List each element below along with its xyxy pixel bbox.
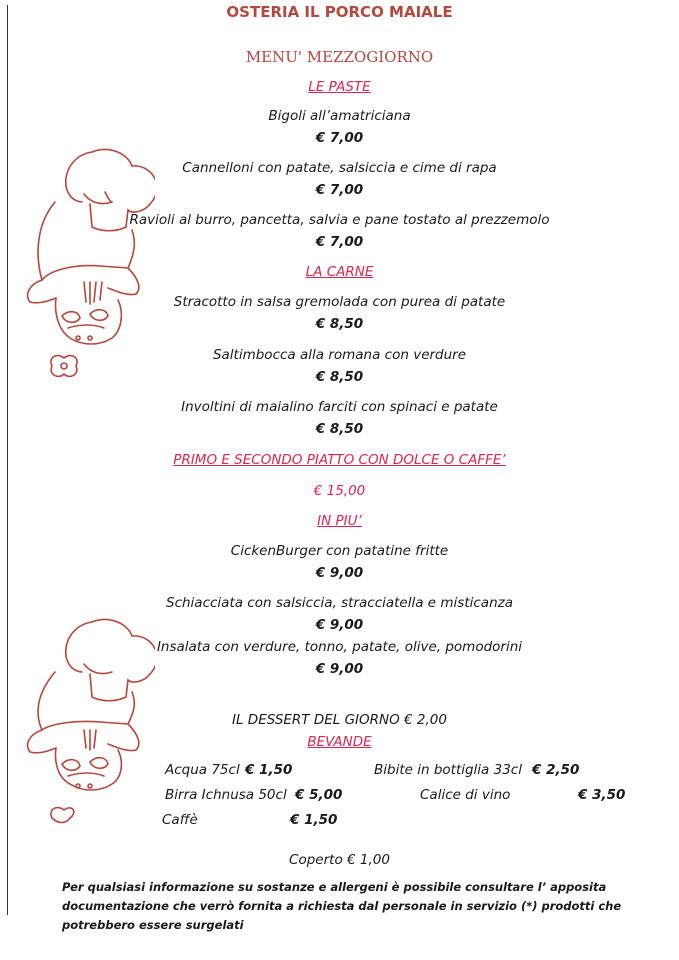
menu-item-name: Schiacciata con salsiccia, stracciatella e misticanza <box>166 595 513 611</box>
section-heading-inpiu: IN PIU’ <box>317 513 362 529</box>
section-heading-bevande: BEVANDE <box>307 734 372 750</box>
menu-item-price: € 9,00 <box>315 565 364 581</box>
menu-item-price: € 7,00 <box>315 234 364 250</box>
drink-name: Birra Ichnusa 50cl <box>165 787 287 803</box>
allergen-note: Per qualsiasi informazione su sostanze e allergeni è possibile consultare l’ apposita documentazione che verrò fornita a richiesta dal personale in servizio (*) prodotti che potrebbero essere surgelati <box>62 880 622 932</box>
pig-chef-illustration <box>20 142 155 387</box>
menu-item-price: € 9,00 <box>315 617 364 633</box>
drink-price: € 1,50 <box>245 762 293 778</box>
drink-name: Calice di vino <box>420 787 511 803</box>
menu-item-price: € 9,00 <box>315 661 364 677</box>
menu-item-price: € 8,50 <box>315 421 364 437</box>
menu-item-price: € 7,00 <box>315 182 364 198</box>
drink-price: € 2,50 <box>532 762 580 778</box>
restaurant-name: OSTERIA IL PORCO MAIALE <box>226 3 453 21</box>
menu-item-name: Bigoli all’amatriciana <box>268 108 411 124</box>
drink-price: € 3,50 <box>578 787 626 803</box>
drink-price: € 5,00 <box>295 787 343 803</box>
menu-item-price: € 7,00 <box>315 130 364 146</box>
drink-price: € 1,50 <box>290 812 338 828</box>
drink-name: Acqua 75cl <box>165 762 240 778</box>
menu-item-name: CickenBurger con patatine fritte <box>230 543 449 559</box>
section-heading-paste: LE PASTE <box>308 79 371 95</box>
menu-item-name: Insalata con verdure, tonno, patate, olive, pomodorini <box>156 639 523 655</box>
menu-item-name: Stracotto in salsa gremolada con purea di patate <box>173 294 506 310</box>
menu-item-name: Cannelloni con patate, salsiccia e cime di rapa <box>182 160 497 176</box>
menu-item-name: Ravioli al burro, pancetta, salvia e pane tostato al prezzemolo <box>129 212 550 228</box>
pig-chef-illustration <box>20 612 155 827</box>
menu-subtitle: MENU' MEZZOGIORNO <box>245 48 434 66</box>
cover-charge: Coperto € 1,00 <box>289 852 390 868</box>
combo-price: € 15,00 <box>313 483 366 499</box>
menu-item-price: € 8,50 <box>315 316 364 332</box>
dessert-line: IL DESSERT DEL GIORNO € 2,00 <box>232 712 447 728</box>
drink-name: Bibite in bottiglia 33cl <box>374 762 522 778</box>
drink-name: Caffè <box>162 812 198 828</box>
menu-item-name: Involtini di maialino farciti con spinaci e patate <box>181 399 498 415</box>
menu-item-name: Saltimbocca alla romana con verdure <box>212 347 467 363</box>
section-heading-combo: PRIMO E SECONDO PIATTO CON DOLCE O CAFFE’ <box>173 452 506 468</box>
section-heading-carne: LA CARNE <box>305 264 374 280</box>
menu-item-price: € 8,50 <box>315 369 364 385</box>
